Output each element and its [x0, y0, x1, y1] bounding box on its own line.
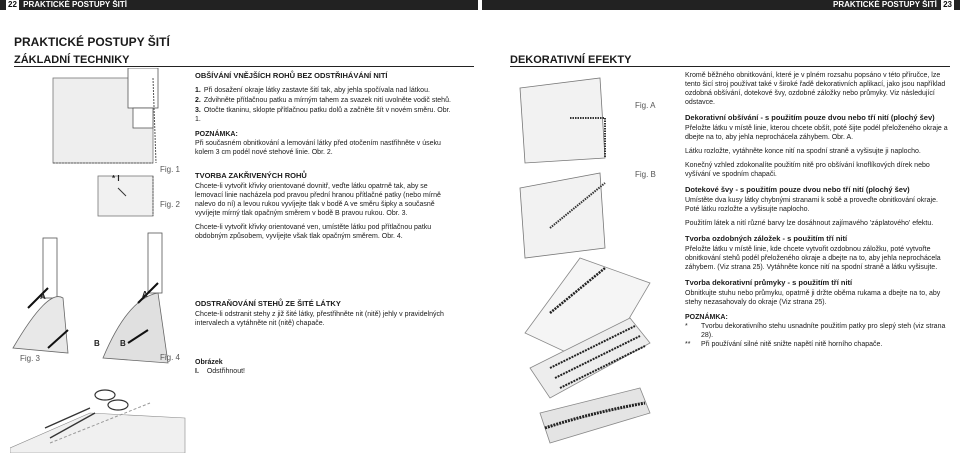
fig3-label: Fig. 3: [20, 354, 41, 363]
caption-label: Obrázek: [195, 359, 223, 366]
right-header-bar: [482, 0, 960, 10]
caption-number: I.: [195, 368, 199, 375]
section3-heading: ODSTRAŇOVÁNÍ STEHŮ ZE ŠITÉ LÁTKY: [195, 299, 341, 308]
left-text-column: [195, 71, 455, 376]
right-note-label: POZNÁMKA:: [685, 314, 728, 321]
s2-heading: Dotekové švy - s použitím pouze dvou nebo tří nití (plochý šev): [685, 185, 910, 194]
fig3-mark-a: A: [40, 292, 46, 301]
right-page-number: 23: [943, 0, 952, 9]
right-subtitle: DEKORATIVNÍ EFEKTY: [510, 54, 632, 66]
section1-steps: [195, 86, 455, 124]
right-header-title: PRAKTICKÉ POSTUPY ŠITÍ: [832, 0, 937, 9]
right-note-2: [685, 340, 950, 349]
right-text-column: [685, 71, 950, 349]
section1-note-label: POZNÁMKA:: [195, 131, 238, 138]
left-divider: [14, 66, 474, 67]
right-divider: [510, 66, 950, 67]
right-note-1: [685, 322, 950, 340]
s1-paragraph-2: Látku rozložte, vytáhněte konce nití na spodní straně a vyšisujte ji naploch​o.: [685, 148, 921, 155]
section2-heading: TVORBA ZAKŘIVENÝCH ROHŮ: [195, 171, 307, 180]
step-2: 2. Zdvihněte přítlačnou patku a mírným tahem za svazek nití uvolněte vodič stehů.: [195, 97, 451, 104]
caption-line: [195, 367, 455, 376]
fig4-drawing: [103, 233, 168, 363]
fig2-drawing: [98, 176, 153, 216]
s1-heading: Dekorativní obšívání - s použitím pouze dvou nebo tří nití (plochý šev): [685, 113, 935, 122]
section2-paragraph-1: Chcete-li vytvořit křivky orientované dovnitř, veďte látku opatrně tak, aby se lemovací linie nacházela pod pravou přední hranou přítlačné patky (nebo mírně nalevo do ní) a levou rukou vyvíjejte tlak v bodě A ve směru šipky a současně vyvíjejte mírný tlak opačným směrem v bodě B pravou rukou. Obr. 3.: [195, 183, 441, 217]
figB-drawing: [520, 173, 605, 258]
left-header-title: PRAKTICKÉ POSTUPY ŠITÍ: [23, 0, 128, 9]
note2-mark: **: [685, 341, 691, 348]
section3-paragraph-1: Chcete-li odstranit stehy z již šité látky, přestřihněte nit (nitě) jehly v pravidelných intervalech a vytáhněte nit (nitě) chapače.: [195, 311, 444, 327]
fig1-label: Fig. 1: [160, 165, 181, 174]
section1-note-text: Při současném obnitkování a lemování látky před otočením nastřihněte v úseku kolem 3 cm podél nové stehové linie. Obr. 2.: [195, 140, 441, 156]
fig3-mark-b: B: [94, 339, 100, 348]
step-1: 1. Při dosažení okraje látky zastavte šití tak, aby jehla spočívala nad látkou.: [195, 87, 430, 94]
note1-text: Tvorbu dekorativního stehu usnadníte použitím patky pro slepý steh (viz strana 28).: [701, 323, 946, 339]
section2-paragraph-2: Chcete-li vytvořit křivky orientované ven, umístěte látku pod přítlačnou patku obdobným způsobem, vyvíjejte však tlak opačným směrem. Obr. 4.: [195, 224, 432, 240]
s2-paragraph-1: Umístěte dva kusy látky chybnými stranami k sobě a proveďte obnitkování okraje. Poté látku rozložte a vyšisujte naploch​o.: [685, 197, 938, 213]
s1-paragraph-1: Přeložte látku v místě linie, kterou chcete obšít, poté šijte podél přeloženého okraje a dbejte na to, aby jehla neprochácela záhybem. Obr. A.: [685, 125, 948, 141]
s3-paragraph-1: Přeložte látku v místě linie, kde chcete vytvořit ozdobnou záložku, poté vytvořte obnitkování stehů podél přeloženého okraje a dbejte na to, aby jehla neprochácela záhybem. (Viz strana 25). Vytáhněte konce nití na spodní straně a látku vyšisujte.: [685, 246, 941, 271]
section1-heading: OBŠÍVÁNÍ VNĚJŠÍCH ROHŮ BEZ ODSTŘIHÁVÁNÍ NITÍ: [195, 71, 388, 80]
left-page-number: 22: [8, 0, 17, 9]
figA-label: Fig. A: [635, 101, 656, 110]
s4-paragraph-1: Obnitkujte stuhu nebo průmyku, opatrně ji držte oběma rukama a dbejte na to, aby stehy nezasahovaly do okraje (Viz strana 25).: [685, 290, 941, 306]
note1-mark: *: [685, 323, 688, 330]
caption: [195, 358, 455, 376]
s3-heading: Tvorba ozdobných záložek - s použitím tří nití: [685, 234, 848, 243]
fig4-mark-a: A: [142, 290, 148, 299]
figA-drawing: [520, 78, 605, 163]
s1-paragraph-3: Konečný vzhled zdokonalíte použitím nitě pro obšívání knoflíkových dírek nebo vyšívání ve spodním chapači.: [685, 162, 930, 178]
note2-text: Při používání silné nitě snižte napětí nitě horního chapače.: [701, 341, 883, 348]
pintuck-drawing: [525, 258, 650, 443]
left-header-bar: [0, 0, 478, 10]
s4-heading: Tvorba dekorativní průmyky - s použitím tří nití: [685, 278, 853, 287]
s2-paragraph-2: Použitím látek a nití různé barvy lze dosáhnout zajímavého 'záplatového' efektu.: [685, 220, 934, 227]
fig4-mark-b: B: [120, 339, 126, 348]
scissors-drawing: [10, 373, 190, 453]
fig1-drawing: [53, 68, 158, 163]
page-title: PRAKTICKÉ POSTUPY ŠITÍ: [14, 35, 170, 49]
step-3: 3. Otočte tkaninu, sklopte přítlačnou patku dolů a začněte šít v novém směru. Obr. 1.: [195, 107, 451, 123]
figB-label: Fig. B: [635, 170, 656, 179]
fig4-label: Fig. 4: [160, 353, 181, 362]
intro-paragraph: Kromě běžného obnitkování, které je v plném rozsahu popsáno v této příručce, lze tento šicí stroj používat také v široké řadě dekorativních aplikací, jako jsou například ozdobná obšívání, dotekové švy, ozdobné záložky nebo průmyky. Viz následující odstavce.: [685, 72, 946, 106]
left-subtitle: ZÁKLADNÍ TECHNIKY: [14, 54, 130, 66]
caption-text: Odstřihnout!: [206, 368, 245, 375]
fig2-mark: * I: [112, 174, 120, 183]
fig2-label: Fig. 2: [160, 200, 181, 209]
right-illustrations: [510, 68, 660, 455]
